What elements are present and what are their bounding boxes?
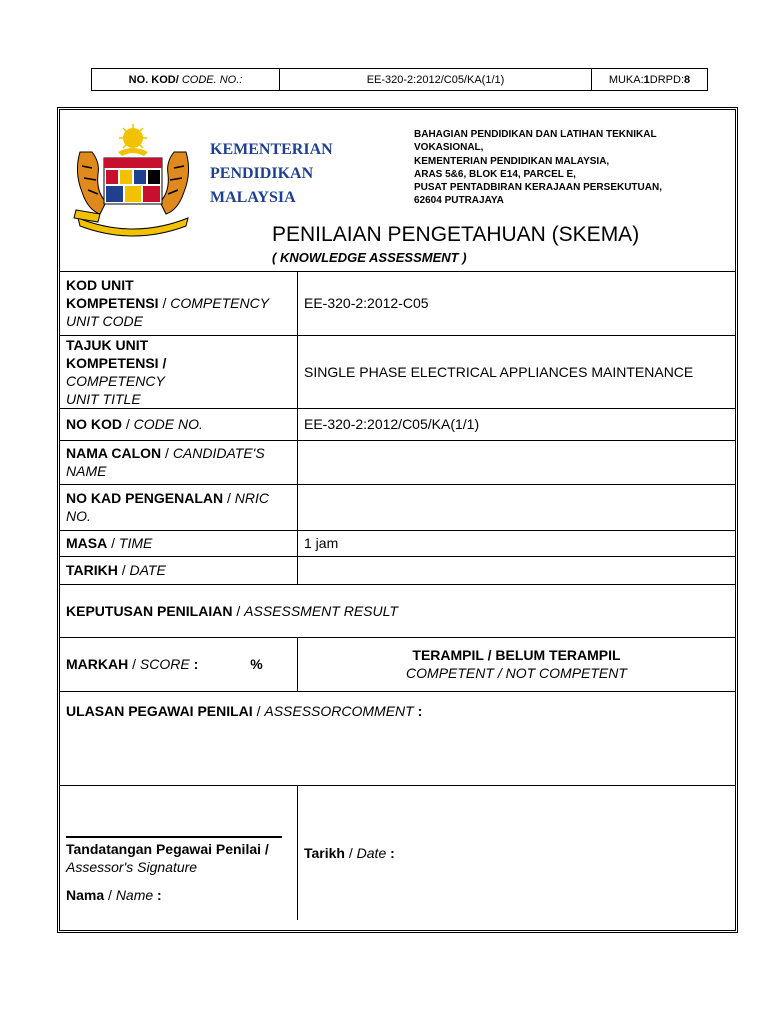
malaysia-crest-icon [70, 122, 196, 240]
signature-date-field[interactable] [298, 785, 736, 920]
label-colon: : [386, 844, 395, 861]
label-italic: ASSESSORCOMMENT [264, 702, 414, 719]
assessor-comment-field[interactable] [60, 691, 735, 785]
date-field[interactable] [298, 556, 736, 584]
label-colon: : [413, 702, 423, 719]
address-line: PUSAT PENTADBIRAN KERAJAAN PERSEKUTUAN, [414, 182, 662, 194]
label-italic: CANDIDATE'S [172, 445, 265, 461]
page-number: 1 [643, 73, 650, 86]
label-italic: Date [356, 844, 387, 861]
label-sep: / [223, 490, 235, 506]
label-italic: Name [115, 886, 154, 903]
address-line: BAHAGIAN PENDIDIKAN DAN LATIHAN TEKNIKAL [414, 129, 657, 140]
status-bold: TERAMPIL / BELUM TERAMPIL [412, 647, 621, 663]
page-indicator [592, 69, 707, 90]
unit-code-label [60, 271, 298, 335]
label-bold: NAMA CALON [66, 445, 162, 461]
code-strip [91, 68, 708, 91]
row-date [60, 556, 735, 584]
unit-title-label [60, 335, 298, 408]
label-bold: Tarikh [304, 844, 345, 861]
label-sep: / [122, 416, 134, 432]
row-candidate-name [60, 440, 735, 484]
ministry-name [210, 138, 333, 210]
row-nric [60, 484, 735, 530]
address-line: ARAS 5&6, BLOK E14, PARCEL E, [414, 168, 576, 180]
label-sep: / [128, 656, 140, 672]
code-label-italic: CODE. NO.: [181, 73, 243, 86]
code-no-label [60, 408, 298, 440]
candidate-info-table [60, 271, 735, 920]
label-sep: / [117, 562, 130, 578]
label-italic: NO. [66, 508, 91, 524]
row-time [60, 530, 735, 556]
unit-code-value[interactable]: EE-320-2:2012-C05 [298, 271, 736, 335]
label-italic: SCORE [139, 656, 190, 672]
row-unit-code [60, 271, 735, 335]
unit-title-value[interactable]: SINGLE PHASE ELECTRICAL APPLIANCES MAINTENANCE [298, 335, 736, 408]
label-italic: COMPETENCY [170, 294, 270, 311]
page-mid: DRPD: [649, 73, 685, 86]
label-italic: DATE [129, 562, 166, 578]
nric-field[interactable] [298, 484, 736, 530]
address-line: KEMENTERIAN PENDIDIKAN MALAYSIA, [414, 155, 610, 167]
label-italic: ASSESSMENT RESULT [244, 602, 398, 619]
ministry-header [60, 110, 735, 272]
assessment-result-label [60, 584, 735, 637]
address-line: VOKASIONAL, [414, 142, 484, 154]
candidate-name-label [60, 440, 298, 484]
signature-line [66, 836, 282, 838]
row-assessment-result [60, 584, 735, 637]
signature-label-italic: Assessor's Signature [66, 858, 198, 875]
code-label-bold: NO. KOD/ [128, 73, 179, 86]
label-sep: / [104, 886, 116, 903]
ministry-address [414, 128, 662, 208]
label-sep: / [107, 535, 119, 551]
assessment-form-frame [57, 107, 738, 933]
label-bold: NO KOD [66, 416, 122, 432]
label-bold: NO KAD PENGENALAN [66, 490, 224, 506]
label-italic: CODE NO. [133, 416, 203, 432]
label-bold: ULASAN PEGAWAI PENILAI [66, 702, 253, 719]
candidate-name-field[interactable] [298, 440, 736, 484]
label-bold: KOD UNIT [66, 276, 134, 293]
row-score [60, 637, 735, 691]
label-bold: KOMPETENSI [66, 294, 159, 311]
code-no-value[interactable]: EE-320-2:2012/C05/KA(1/1) [298, 408, 736, 440]
ministry-name-line: MALAYSIA [210, 189, 296, 206]
label-italic: COMPETENCY [66, 372, 165, 389]
ministry-name-line: PENDIDIKAN [210, 165, 314, 182]
label-bold: TARIKH [66, 562, 118, 578]
assessor-name-label [66, 886, 291, 904]
label-sep: / [344, 844, 357, 861]
code-label [92, 69, 280, 90]
percent-sign: % [250, 656, 263, 672]
date-label [60, 556, 298, 584]
label-italic: UNIT TITLE [66, 390, 141, 407]
page-total: 8 [684, 73, 691, 86]
document-subtitle: ( KNOWLEDGE ASSESSMENT ) [272, 250, 467, 265]
time-label [60, 530, 298, 556]
time-value[interactable]: 1 jam [298, 530, 736, 556]
row-code-no [60, 408, 735, 440]
row-assessor-comment [60, 691, 735, 785]
code-value: EE-320-2:2012/C05/KA(1/1) [280, 69, 592, 90]
label-bold: MASA [66, 535, 108, 551]
label-bold: KEPUTUSAN PENILAIAN [66, 602, 233, 619]
signature-label: Tandatangan Pegawai Penilai / [66, 840, 269, 857]
assessor-signature-field[interactable] [60, 785, 298, 920]
label-italic: UNIT CODE [66, 312, 143, 329]
label-colon: : [189, 656, 199, 672]
nric-label [60, 484, 298, 530]
status-italic: COMPETENT / NOT COMPETENT [406, 665, 627, 681]
row-signature [60, 785, 735, 920]
row-unit-title [60, 335, 735, 408]
ministry-name-line: KEMENTERIAN [210, 141, 333, 158]
competency-status[interactable] [298, 637, 736, 691]
label-italic: NAME [66, 463, 107, 479]
label-bold: MARKAH [66, 656, 129, 672]
label-bold: TAJUK UNIT [66, 336, 149, 353]
address-line: 62604 PUTRAJAYA [414, 195, 504, 207]
label-bold: KOMPETENSI / [66, 354, 167, 371]
label-italic: NRIC [234, 490, 270, 506]
label-bold: Nama [66, 886, 105, 903]
label-sep: / [232, 602, 245, 619]
document-title: PENILAIAN PENGETAHUAN (SKEMA) [272, 223, 640, 246]
label-colon: : [153, 886, 162, 903]
page-prefix: MUKA: [608, 73, 644, 86]
score-field[interactable] [60, 637, 298, 691]
label-sep: / [161, 445, 173, 461]
label-italic: TIME [118, 535, 153, 551]
label-sep: / [252, 702, 265, 719]
label-sep: / [158, 294, 171, 311]
